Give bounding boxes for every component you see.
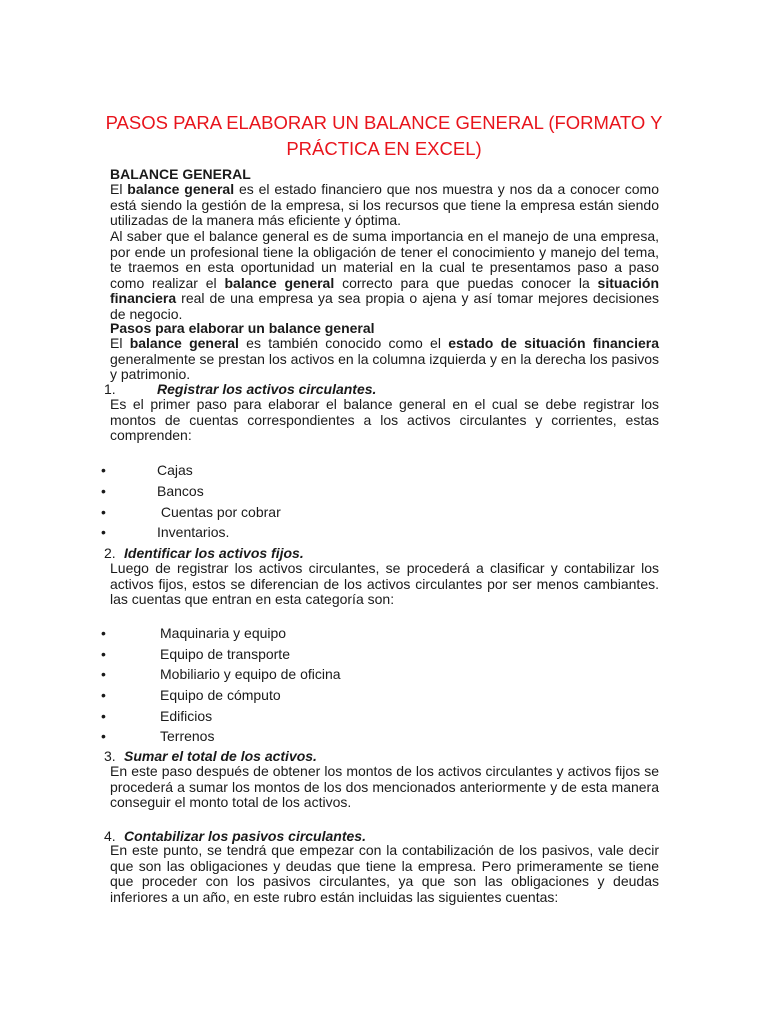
step-3-title: Sumar el total de los activos. <box>124 748 317 764</box>
document-title: PASOS PARA ELABORAR UN BALANCE GENERAL (FORMATO Y PRÁCTICA EN EXCEL) <box>105 112 663 159</box>
list-item: Inventarios. <box>157 524 230 540</box>
bullet-glyph: • <box>101 687 106 703</box>
intro-paragraph: El balance general es el estado financiero que nos muestra y nos da a conocer como está siendo la gestión de la empresa, si los recursos que tiene la empresa están siendo utilizadas de la manera más eficiente y óptima. <box>110 181 659 229</box>
list-item: Cuentas por cobrar <box>157 504 281 520</box>
list-item: Cajas <box>157 462 193 478</box>
list-item: Equipo de cómputo <box>160 687 281 703</box>
step-4-title: Contabilizar los pasivos circulantes. <box>124 828 366 844</box>
step-1-number: 1. <box>104 381 116 397</box>
step-2-number: 2. <box>104 545 116 561</box>
bullet-glyph: • <box>101 625 106 641</box>
step-2-text: Luego de registrar los activos circulantes, se procederá a clasificar y contabilizar los activos fijos, estos se diferencian de los activos circulantes por ser menos cambiantes. las cuentas que entran en esta categoría son: <box>110 560 659 608</box>
list-item: Edificios <box>160 708 213 724</box>
bullet-glyph: • <box>101 524 106 540</box>
list-item: Mobiliario y equipo de oficina <box>160 666 341 682</box>
step-1-title: Registrar los activos circulantes. <box>157 381 377 397</box>
list-item: Maquinaria y equipo <box>160 625 287 641</box>
bullet-glyph: • <box>101 504 106 520</box>
step-3-number: 3. <box>104 748 116 764</box>
bullet-glyph: • <box>101 646 106 662</box>
bullet-glyph: • <box>101 462 106 478</box>
step-4-number: 4. <box>104 828 116 844</box>
section-heading: BALANCE GENERAL <box>110 166 251 182</box>
step-4-text: En este punto, se tendrá que empezar con la contabilización de los pasivos, vale decir que son las obligaciones y deudas que tiene la empresa. Pero primeramente se tiene que proceder con los pasivos circulantes, ya que son las obligaciones y deudas inferiores a un año, en este rubro están incluidas las siguientes cuentas: <box>110 842 659 905</box>
definition-paragraph: El balance general es también conocido como el estado de situación financiera generalmente se prestan los activos en la columna izquierda y en la derecha los pasivos y patrimonio. <box>110 335 659 383</box>
bullet-glyph: • <box>101 483 106 499</box>
step-3-text: En este paso después de obtener los montos de los activos circulantes y activos fijos se procederá a sumar los montos de los dos mencionados anteriormente y de esta manera conseguir el monto total de los activos. <box>110 763 659 811</box>
list-item: Equipo de transporte <box>160 646 290 662</box>
step-2-title: Identificar los activos fijos. <box>124 545 304 561</box>
bullet-glyph: • <box>101 666 106 682</box>
importance-paragraph: Al saber que el balance general es de suma importancia en el manejo de una empresa, por ende un profesional tiene la obligación de tener el conocimiento y manejo del tema, te traemos en esta oportunidad un material en la cual te presentamos paso a paso como realizar el balance general correcto para que puedas conocer la situación financiera real de una empresa ya sea propia o ajena y así tomar mejores decisiones de negocio. <box>110 228 660 322</box>
step-1-text: Es el primer paso para elaborar el balance general en el cual se debe registrar los montos de cuentas correspondientes a los activos circulantes y corrientes, estas comprenden: <box>110 396 659 444</box>
bullet-glyph: • <box>101 728 106 744</box>
list-item: Terrenos <box>160 728 215 744</box>
steps-heading: Pasos para elaborar un balance general <box>110 320 375 336</box>
list-item: Bancos <box>157 483 204 499</box>
bullet-glyph: • <box>101 708 106 724</box>
